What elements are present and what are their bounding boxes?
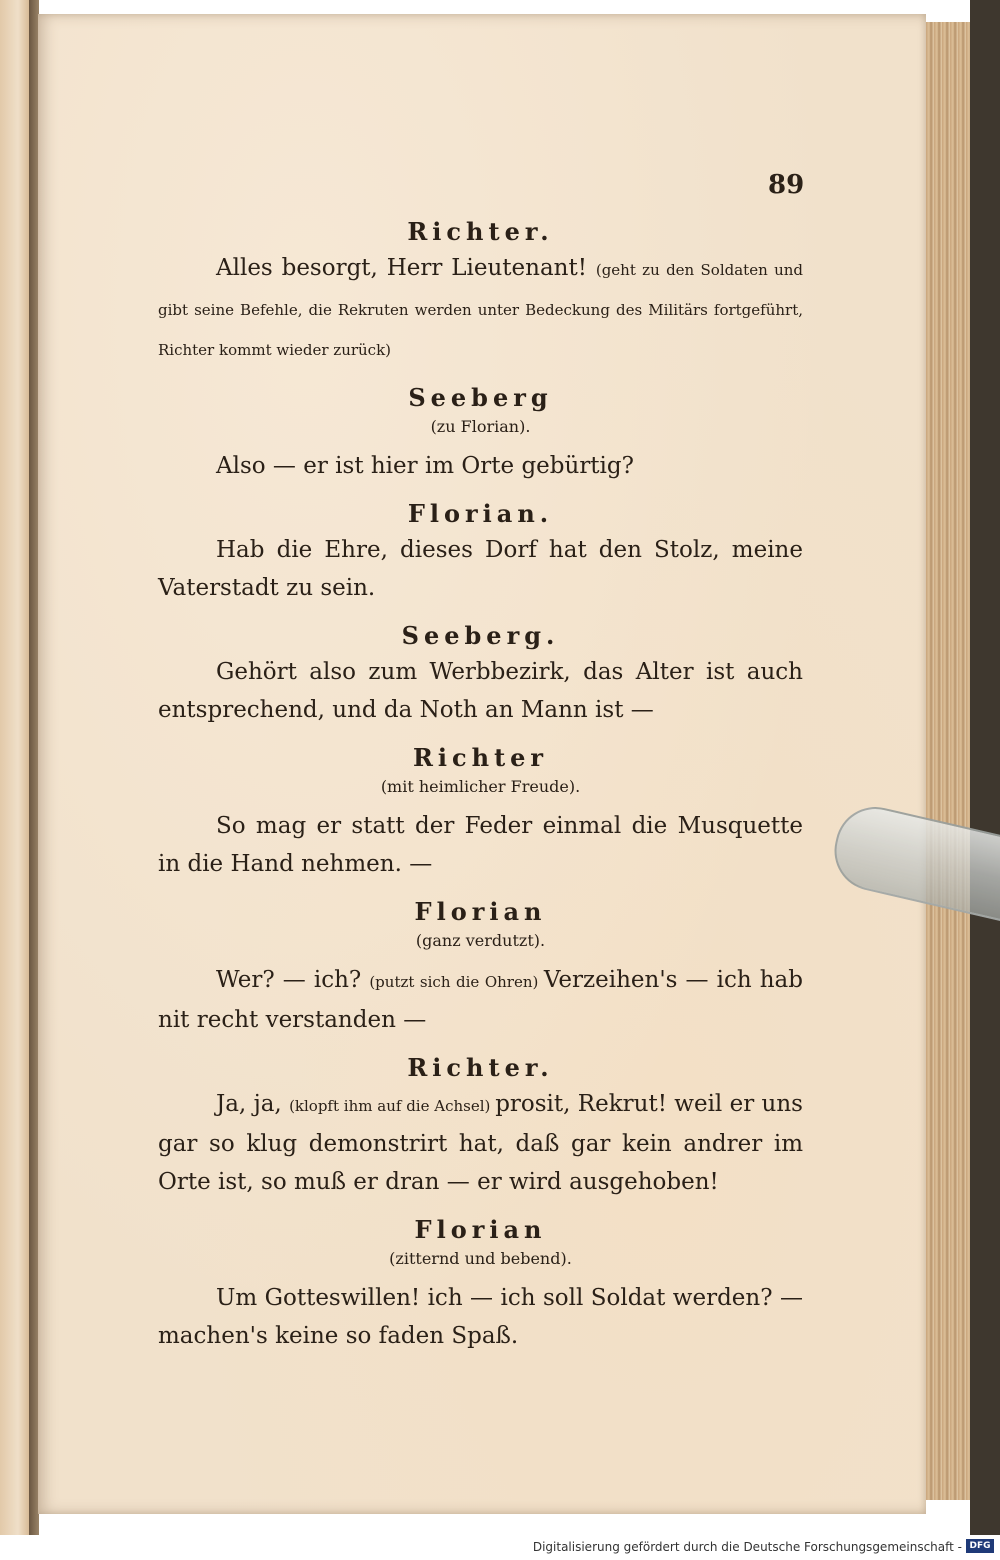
spacer bbox=[158, 729, 803, 741]
line-text: Ja, ja, bbox=[216, 1091, 290, 1117]
speaker-name: Seeberg. bbox=[401, 621, 560, 650]
spoken-line bbox=[158, 1085, 803, 1201]
background-right bbox=[970, 0, 1000, 1535]
line-text: Verzeihen's — ich hab nit recht verstanden — bbox=[158, 967, 803, 1033]
page-block-edges bbox=[918, 22, 972, 1500]
spacer bbox=[158, 607, 803, 619]
spacer bbox=[158, 1039, 803, 1051]
speaker-name: Florian bbox=[414, 897, 547, 926]
play-text bbox=[158, 215, 803, 1355]
line-text: Alles besorgt, Herr Lieutenant! bbox=[216, 255, 596, 281]
line-text: So mag er statt der Feder einmal die Musquette in die Hand nehmen. — bbox=[158, 813, 803, 877]
speaker-name: Richter. bbox=[407, 1053, 554, 1082]
spacer bbox=[158, 369, 803, 381]
stage-direction: (mit heimlicher Freude). bbox=[380, 777, 581, 796]
spoken-line bbox=[158, 653, 803, 729]
spoken-line bbox=[158, 249, 803, 369]
spacer bbox=[158, 439, 803, 447]
inline-stage-direction: (putzt sich die Ohren) bbox=[369, 973, 544, 991]
spacer bbox=[158, 799, 803, 807]
speaker-name: Florian. bbox=[407, 499, 554, 528]
previous-page-edge bbox=[0, 0, 31, 1535]
stage-direction: (zu Florian). bbox=[430, 417, 531, 436]
speaker-name: Richter. bbox=[407, 217, 554, 246]
line-text: Um Gotteswillen! ich — ich soll Soldat werden? — machen's keine so faden Spaß. bbox=[158, 1285, 803, 1349]
inline-stage-direction: (geht zu den Soldaten und gibt seine Befehle, die Rekruten werden unter Bedeckung des Militärs fortgeführt, Richter kommt wieder zurück) bbox=[158, 261, 803, 359]
spacer bbox=[158, 1271, 803, 1279]
spoken-line bbox=[158, 807, 803, 883]
line-text: Wer? — ich? bbox=[216, 967, 370, 993]
spacer bbox=[158, 1201, 803, 1213]
spoken-line bbox=[158, 531, 803, 607]
stage-direction: (ganz verdutzt). bbox=[415, 931, 546, 950]
spacer bbox=[158, 953, 803, 961]
funding-notice: Digitalisierung gefördert durch die Deutsche Forschungsgemeinschaft - bbox=[532, 1540, 962, 1554]
spacer bbox=[158, 883, 803, 895]
spoken-line bbox=[158, 1279, 803, 1355]
dfg-logo: DFG bbox=[966, 1539, 994, 1553]
line-text: Also — er ist hier im Orte gebürtig? bbox=[216, 453, 634, 479]
spoken-line bbox=[158, 961, 803, 1039]
speaker-name: Richter bbox=[412, 743, 549, 772]
line-text: Hab die Ehre, dieses Dorf hat den Stolz, meine Vaterstadt zu sein. bbox=[158, 537, 803, 601]
inline-stage-direction: (klopft ihm auf die Achsel) bbox=[289, 1097, 496, 1115]
speaker-name: Seeberg bbox=[408, 383, 553, 412]
stage-direction: (zitternd und bebend). bbox=[389, 1249, 572, 1268]
speaker-name: Florian bbox=[414, 1215, 547, 1244]
line-text: Gehört also zum Werbbezirk, das Alter ist auch entsprechend, und da Noth an Mann ist — bbox=[158, 659, 803, 723]
page-number: 89 bbox=[768, 170, 805, 200]
line-text: prosit, Rekrut! weil er uns gar so klug demonstrirt hat, daß gar kein andrer im Orte ist, so muß er dran — er wird ausgehoben! bbox=[158, 1091, 803, 1195]
spacer bbox=[158, 485, 803, 497]
spoken-line bbox=[158, 447, 803, 485]
